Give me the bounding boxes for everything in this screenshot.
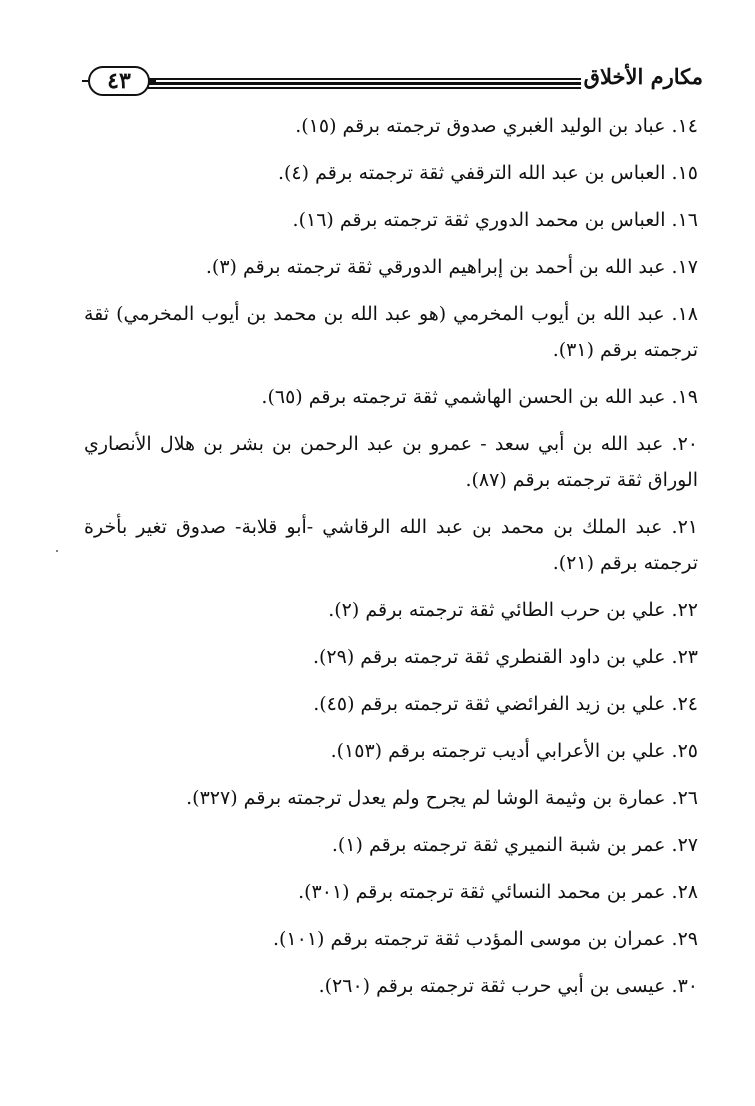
entry-text: علي بن حرب الطائي ثقة ترجمته برقم (٢). (328, 599, 666, 621)
entry-number: ٢٤. (671, 693, 698, 715)
entry-number: ١٧. (671, 256, 698, 278)
entry-number: ٢١. (671, 516, 698, 538)
entry-text: عمارة بن وثيمة الوشا لم يجرح ولم يعدل ترجمته برقم (٣٢٧). (186, 787, 666, 809)
entry-number: ٣٠. (671, 975, 698, 997)
page-header (88, 64, 703, 112)
entry-text: علي بن زيد الفرائضي ثقة ترجمته برقم (٤٥). (313, 693, 666, 715)
list-item (84, 426, 704, 498)
entry-text: العباس بن عبد الله الترقفي ثقة ترجمته برقم (٤). (277, 162, 666, 184)
scan-speck (56, 550, 58, 552)
entry-number: ٢٠. (671, 433, 698, 455)
entry-number: ٢٧. (671, 834, 698, 856)
entry-text: عبد الملك بن محمد بن عبد الله الرقاشي -أبو قلابة- صدوق تغير بأخرة ترجمته برقم (٢١). (84, 516, 698, 574)
list-item (84, 108, 704, 144)
list-item (84, 874, 704, 910)
book-title: مكارم الأخلاق (583, 64, 703, 89)
entry-number: ١٨. (671, 303, 698, 325)
entry-text: عيسى بن أبي حرب ثقة ترجمته برقم (٢٦٠). (318, 975, 666, 997)
narrator-list (84, 108, 704, 1015)
list-item (84, 686, 704, 722)
list-item (84, 379, 704, 415)
entry-number: ٢٣. (671, 646, 698, 668)
entry-text: عمر بن شبة النميري ثقة ترجمته برقم (١). (331, 834, 666, 856)
list-item (84, 733, 704, 769)
entry-number: ١٥. (671, 162, 698, 184)
entry-number: ٢٢. (671, 599, 698, 621)
list-item (84, 509, 704, 581)
entry-text: عباد بن الوليد الغبري صدوق ترجمته برقم (١٥). (295, 115, 666, 137)
list-item (84, 921, 704, 957)
entry-number: ١٩. (671, 386, 698, 408)
entry-text: عبد الله بن الحسن الهاشمي ثقة ترجمته برقم (٦٥). (261, 386, 666, 408)
entry-text: العباس بن محمد الدوري ثقة ترجمته برقم (١٦). (292, 209, 666, 231)
page-number: ٤٣ (88, 66, 150, 96)
entry-text: عبد الله بن أيوب المخرمي (هو عبد الله بن محمد بن أيوب المخرمي) ثقة ترجمته برقم (٣١). (84, 303, 698, 361)
list-item (84, 780, 704, 816)
list-item (84, 155, 704, 191)
entry-number: ١٤. (671, 115, 698, 137)
list-item (84, 968, 704, 1004)
list-item (84, 202, 704, 238)
entry-text: عبد الله بن أحمد بن إبراهيم الدورقي ثقة ترجمته برقم (٣). (205, 256, 666, 278)
entry-text: علي بن الأعرابي أديب ترجمته برقم (١٥٣). (330, 740, 666, 762)
list-item (84, 296, 704, 368)
list-item (84, 639, 704, 675)
list-item (84, 827, 704, 863)
entry-text: عمر بن محمد النسائي ثقة ترجمته برقم (٣٠١). (298, 881, 666, 903)
header-rule (148, 78, 581, 90)
entry-number: ٢٩. (671, 928, 698, 950)
list-item (84, 249, 704, 285)
entry-number: ٢٦. (671, 787, 698, 809)
entry-text: عمران بن موسى المؤدب ثقة ترجمته برقم (١٠١). (272, 928, 666, 950)
entry-text: علي بن داود القنطري ثقة ترجمته برقم (٢٩). (312, 646, 666, 668)
entry-number: ١٦. (671, 209, 698, 231)
entry-number: ٢٨. (671, 881, 698, 903)
entry-text: عبد الله بن أبي سعد - عمرو بن عبد الرحمن بن بشر بن هلال الأنصاري الوراق ثقة ترجمته برقم (٨٧). (84, 433, 698, 491)
entry-number: ٢٥. (671, 740, 698, 762)
list-item (84, 592, 704, 628)
